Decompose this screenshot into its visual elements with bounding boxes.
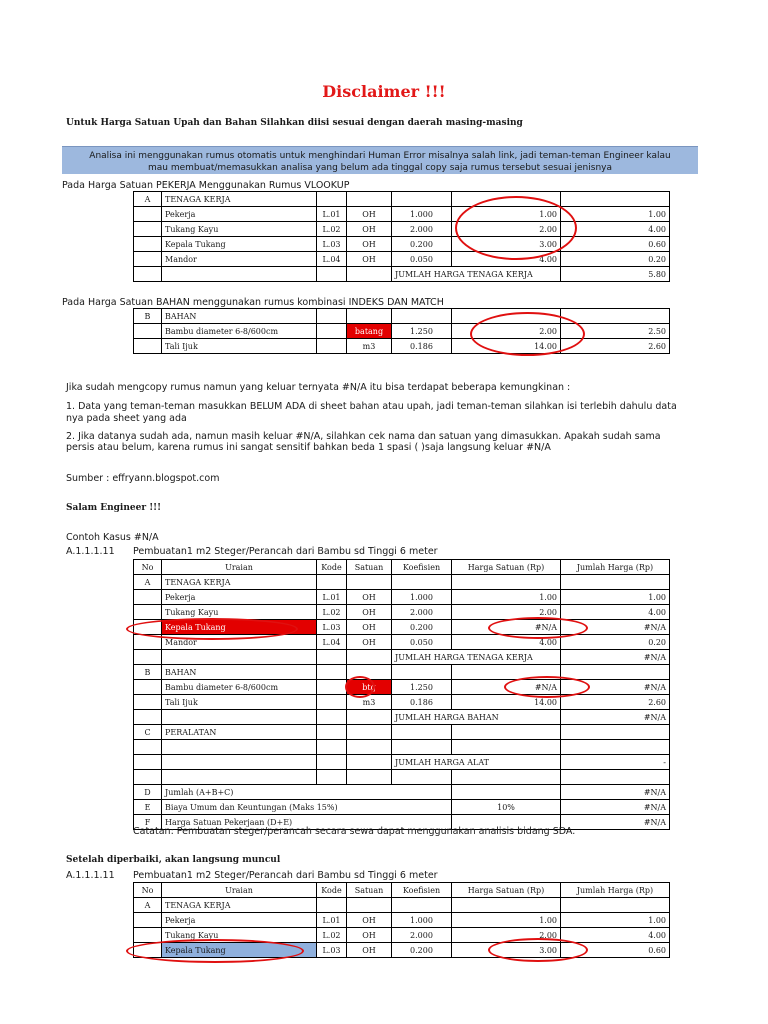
- item-unit: OH: [347, 207, 392, 222]
- section-no: D: [134, 785, 162, 800]
- table-row: [134, 665, 670, 680]
- item-price: 2.00: [452, 324, 561, 339]
- table-row: [134, 192, 670, 207]
- body-para-3a: 2. Jika datanya sudah ada, namun masih keluar #N/A, silahkan cek nama dan satuan yang dimasukkan. Apakah sudah sama: [66, 431, 661, 442]
- item-name: Pekerja: [162, 207, 317, 222]
- item-name: Tukang Kayu: [162, 222, 317, 237]
- item-code: L.01: [317, 913, 347, 928]
- subtitle: Untuk Harga Satuan Upah dan Bahan Silahkan diisi sesuai dengan daerah masing-masing: [66, 118, 523, 128]
- table-row: [134, 943, 670, 958]
- item-total: 0.20: [561, 635, 670, 650]
- total-value: -: [561, 755, 670, 770]
- summary-value: #N/A: [561, 785, 670, 800]
- table-row: [134, 237, 670, 252]
- item-unit: OH: [347, 590, 392, 605]
- item-unit: OH: [347, 222, 392, 237]
- item-desc-1: Pembuatan1 m2 Steger/Perancah dari Bambu sd Tinggi 6 meter: [133, 546, 438, 557]
- section-no: C: [134, 725, 162, 740]
- item-price: 3.00: [452, 237, 561, 252]
- item-unit: OH: [347, 252, 392, 267]
- item-code: L.03: [317, 943, 347, 958]
- table-row: [134, 309, 670, 324]
- col-header: Uraian: [162, 560, 317, 575]
- summary-label: Jumlah (A+B+C): [162, 785, 452, 800]
- fixed-table: [133, 882, 670, 958]
- table-row: [134, 785, 670, 800]
- col-header: Jumlah Harga (Rp): [561, 883, 670, 898]
- table1-caption: Pada Harga Satuan PEKERJA Menggunakan Rumus VLOOKUP: [62, 180, 350, 191]
- item-total: 4.00: [561, 222, 670, 237]
- item-total: 1.00: [561, 207, 670, 222]
- item-name: Bambu diameter 6-8/600cm: [162, 324, 317, 339]
- col-header: Satuan: [347, 560, 392, 575]
- item-name: Tali Ijuk: [162, 339, 317, 354]
- item-total: 0.60: [561, 237, 670, 252]
- item-coef: 0.186: [392, 695, 452, 710]
- fixed-heading: Setelah diperbaiki, akan langsung muncul: [66, 855, 281, 865]
- table-row: [134, 620, 670, 635]
- item-coef: 1.000: [392, 590, 452, 605]
- col-header: No: [134, 883, 162, 898]
- table-row: [134, 339, 670, 354]
- note-text: Catatan: Pembuatan steger/perancah secara sewa dapat menggunakan analisis bidang SDA.: [133, 826, 576, 837]
- col-header: Kode: [317, 560, 347, 575]
- item-total: 1.00: [561, 913, 670, 928]
- item-code: L.01: [317, 207, 347, 222]
- table-row: [134, 898, 670, 913]
- section-no: A: [134, 898, 162, 913]
- item-name: Mandor: [162, 252, 317, 267]
- item-desc-2: Pembuatan1 m2 Steger/Perancah dari Bambu sd Tinggi 6 meter: [133, 870, 438, 881]
- section-no: A: [134, 192, 162, 207]
- item-coef: 0.186: [392, 339, 452, 354]
- table-row: [134, 710, 670, 725]
- total-label: JUMLAH HARGA TENAGA KERJA: [392, 267, 561, 282]
- item-code-2: A.1.1.1.11: [66, 870, 115, 881]
- item-code: L.01: [317, 590, 347, 605]
- table-row: [134, 800, 670, 815]
- item-name: Pekerja: [162, 913, 317, 928]
- summary-value: #N/A: [561, 815, 670, 830]
- item-unit: m3: [347, 339, 392, 354]
- item-price: 2.00: [452, 605, 561, 620]
- col-header: Harga Satuan (Rp): [452, 560, 561, 575]
- example-na-table: [133, 559, 670, 830]
- item-price: 2.00: [452, 928, 561, 943]
- section-label: TENAGA KERJA: [162, 575, 317, 590]
- item-coef: 0.050: [392, 635, 452, 650]
- section-no: A: [134, 575, 162, 590]
- table-row: [134, 680, 670, 695]
- greeting: Salam Engineer !!!: [66, 503, 162, 513]
- item-coef: 2.000: [392, 605, 452, 620]
- item-unit: batang: [347, 324, 392, 339]
- item-total: #N/A: [561, 680, 670, 695]
- item-name-fixed: Kepala Tukang: [162, 943, 317, 958]
- item-price: 1.00: [452, 590, 561, 605]
- table-row: [134, 695, 670, 710]
- item-price: #N/A: [452, 680, 561, 695]
- item-price: #N/A: [452, 620, 561, 635]
- item-coef: 1.000: [392, 913, 452, 928]
- item-price: 3.00: [452, 943, 561, 958]
- table-row: [134, 635, 670, 650]
- col-header: Jumlah Harga (Rp): [561, 560, 670, 575]
- item-total: 1.00: [561, 590, 670, 605]
- table-row: [134, 267, 670, 282]
- section-no: E: [134, 800, 162, 815]
- total-label: JUMLAH HARGA BAHAN: [392, 710, 561, 725]
- section-label: PERALATAN: [162, 725, 317, 740]
- item-name: Tukang Kayu: [162, 605, 317, 620]
- item-coef: 1.250: [392, 680, 452, 695]
- item-name: Pekerja: [162, 590, 317, 605]
- item-total: 4.00: [561, 928, 670, 943]
- table-row: [134, 605, 670, 620]
- section-label: TENAGA KERJA: [162, 192, 317, 207]
- table2-caption: Pada Harga Satuan BAHAN menggunakan rumus kombinasi INDEKS DAN MATCH: [62, 297, 444, 308]
- material-price-table: [133, 308, 670, 354]
- page-title: Disclaimer !!!: [322, 82, 446, 101]
- item-name: Bambu diameter 6-8/600cm: [162, 680, 317, 695]
- item-name: Tukang Kayu: [162, 928, 317, 943]
- item-total: 4.00: [561, 605, 670, 620]
- item-coef: 0.200: [392, 943, 452, 958]
- col-header: Kode: [317, 883, 347, 898]
- body-para-1: Jika sudah mengcopy rumus namun yang keluar ternyata #N/A itu bisa terdapat beberapa kemungkinan :: [66, 382, 571, 393]
- item-total: 2.60: [561, 339, 670, 354]
- item-code: L.03: [317, 237, 347, 252]
- overhead-percent: 10%: [452, 800, 561, 815]
- body-para-2a: 1. Data yang teman-teman masukkan BELUM ADA di sheet bahan atau upah, jadi teman-teman silahkan isi terlebih dahulu data: [66, 401, 677, 412]
- col-header: No: [134, 560, 162, 575]
- total-label: JUMLAH HARGA TENAGA KERJA: [392, 650, 561, 665]
- item-code: L.02: [317, 222, 347, 237]
- item-coef: 0.200: [392, 620, 452, 635]
- item-price: 14.00: [452, 339, 561, 354]
- item-total: 0.60: [561, 943, 670, 958]
- section-label: TENAGA KERJA: [162, 898, 317, 913]
- info-note: [62, 146, 698, 174]
- item-unit: OH: [347, 913, 392, 928]
- item-price: 14.00: [452, 695, 561, 710]
- item-unit: OH: [347, 237, 392, 252]
- item-price: 4.00: [452, 635, 561, 650]
- item-unit: OH: [347, 928, 392, 943]
- table-row: [134, 650, 670, 665]
- item-total: 2.50: [561, 324, 670, 339]
- table-row: [134, 725, 670, 740]
- table-row: [134, 755, 670, 770]
- col-header: Koefisien: [392, 560, 452, 575]
- item-price: 4.00: [452, 252, 561, 267]
- item-name: Mandor: [162, 635, 317, 650]
- item-code: L.04: [317, 635, 347, 650]
- table-row: [134, 913, 670, 928]
- section-no: B: [134, 665, 162, 680]
- total-value: 5.80: [561, 267, 670, 282]
- total-value: #N/A: [561, 650, 670, 665]
- item-name: Tali Ijuk: [162, 695, 317, 710]
- note-line-1: Analisa ini menggunakan rumus otomatis untuk menghindari Human Error misalnya salah link, jadi teman-teman Engineer kalau: [89, 151, 671, 161]
- item-coef: 2.000: [392, 928, 452, 943]
- table-row: [134, 770, 670, 785]
- col-header: Koefisien: [392, 883, 452, 898]
- item-total: #N/A: [561, 620, 670, 635]
- item-code: L.04: [317, 252, 347, 267]
- source-text: Sumber : effryann.blogspot.com: [66, 473, 220, 484]
- table-row: [134, 740, 670, 755]
- col-header: Harga Satuan (Rp): [452, 883, 561, 898]
- total-value: #N/A: [561, 710, 670, 725]
- table-header-row: [134, 883, 670, 898]
- item-coef: 2.000: [392, 222, 452, 237]
- item-name: Kepala Tukang: [162, 237, 317, 252]
- labor-price-table: [133, 191, 670, 282]
- table-row: [134, 590, 670, 605]
- item-code: L.03: [317, 620, 347, 635]
- section-label: BAHAN: [162, 665, 317, 680]
- table-row: [134, 222, 670, 237]
- item-coef: 0.050: [392, 252, 452, 267]
- item-unit: OH: [347, 620, 392, 635]
- table-row: [134, 324, 670, 339]
- item-price: 2.00: [452, 222, 561, 237]
- total-label: JUMLAH HARGA ALAT: [392, 755, 561, 770]
- item-price: 1.00: [452, 913, 561, 928]
- col-header: Uraian: [162, 883, 317, 898]
- section-no: F: [134, 815, 162, 830]
- item-unit: OH: [347, 943, 392, 958]
- table-row: [134, 252, 670, 267]
- item-code-1: A.1.1.1.11: [66, 546, 115, 557]
- body-para-3b: persis atau belum, karena rumus ini sangat sensitif bahkan beda 1 spasi ( )saja langsung keluar #N/A: [66, 442, 551, 453]
- summary-value: #N/A: [561, 800, 670, 815]
- table-header-row: [134, 560, 670, 575]
- example-heading: Contoh Kasus #N/A: [66, 532, 159, 543]
- item-total: 0.20: [561, 252, 670, 267]
- item-unit: OH: [347, 605, 392, 620]
- item-unit: OH: [347, 635, 392, 650]
- item-coef: 1.250: [392, 324, 452, 339]
- body-para-2b: nya pada sheet yang ada: [66, 413, 187, 424]
- section-no: B: [134, 309, 162, 324]
- summary-label: Harga Satuan Pekerjaan (D+E): [162, 815, 452, 830]
- item-name-error: Kepala Tukang: [162, 620, 317, 635]
- item-code: L.02: [317, 928, 347, 943]
- item-total: 2.60: [561, 695, 670, 710]
- item-coef: 0.200: [392, 237, 452, 252]
- table-row: [134, 928, 670, 943]
- item-price: 1.00: [452, 207, 561, 222]
- item-unit: m3: [347, 695, 392, 710]
- col-header: Satuan: [347, 883, 392, 898]
- item-coef: 1.000: [392, 207, 452, 222]
- table-row: [134, 207, 670, 222]
- summary-label: Biaya Umum dan Keuntungan (Maks 15%): [162, 800, 452, 815]
- note-line-2: mau membuat/memasukkan analisa yang belum ada tinggal copy saja rumus tersebut sesuai jenisnya: [147, 163, 612, 173]
- item-code: L.02: [317, 605, 347, 620]
- table-row: [134, 575, 670, 590]
- item-unit-error: btg: [347, 680, 392, 695]
- section-label: BAHAN: [162, 309, 317, 324]
